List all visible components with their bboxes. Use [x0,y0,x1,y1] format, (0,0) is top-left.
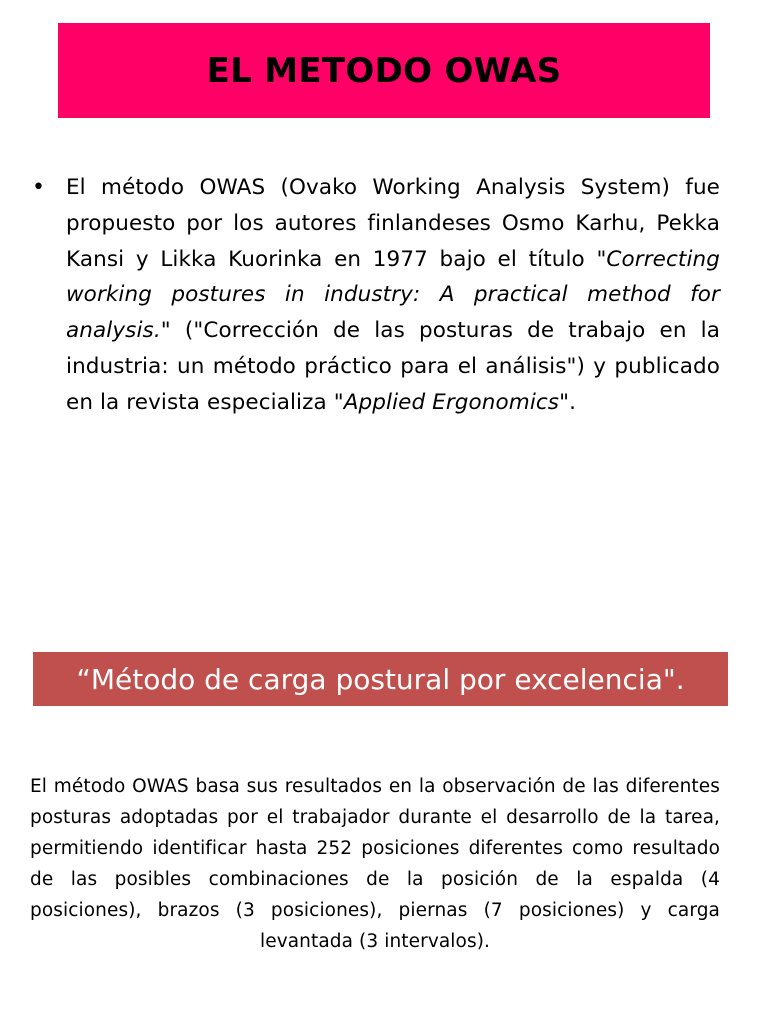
english-title: "Correcting working postures in industry: A practical method for analysis." [66,246,720,344]
quote-text: “Método de carga postural por excelencia". [76,662,685,696]
bullet-text [66,170,720,421]
spanish-translation: ("Corrección de las posturas de trabajo en la industria: un método práctico para el análisis") y publicado en la revista especializa [66,318,720,415]
description-paragraph: El método OWAS basa sus resultados en la observación de las diferentes posturas adoptadas por el trabajador durante el desarrollo de la tarea, permitiendo identificar hasta 252 posiciones diferentes como resultado de las posibles combinaciones de la posición de la espalda (4 posiciones), brazos (3 posiciones), piernas (7 posiciones) y carga levantada (3 intervalos). [30,776,720,952]
bullet-end: . [569,389,577,415]
bullet-intro: El método OWAS (Ovako Working Analysis System) fue propuesto por los autores finlandeses Osmo Karhu, Pekka Kansi y Likka Kuorinka en 1977 bajo el título [66,175,720,272]
page-title: EL METODO OWAS [206,50,562,91]
journal-name: "Applied Ergonomics" [333,389,570,415]
bullet-item [30,170,720,421]
bullet-icon: • [32,175,45,200]
title-banner [58,23,710,118]
quote-banner [33,652,728,706]
